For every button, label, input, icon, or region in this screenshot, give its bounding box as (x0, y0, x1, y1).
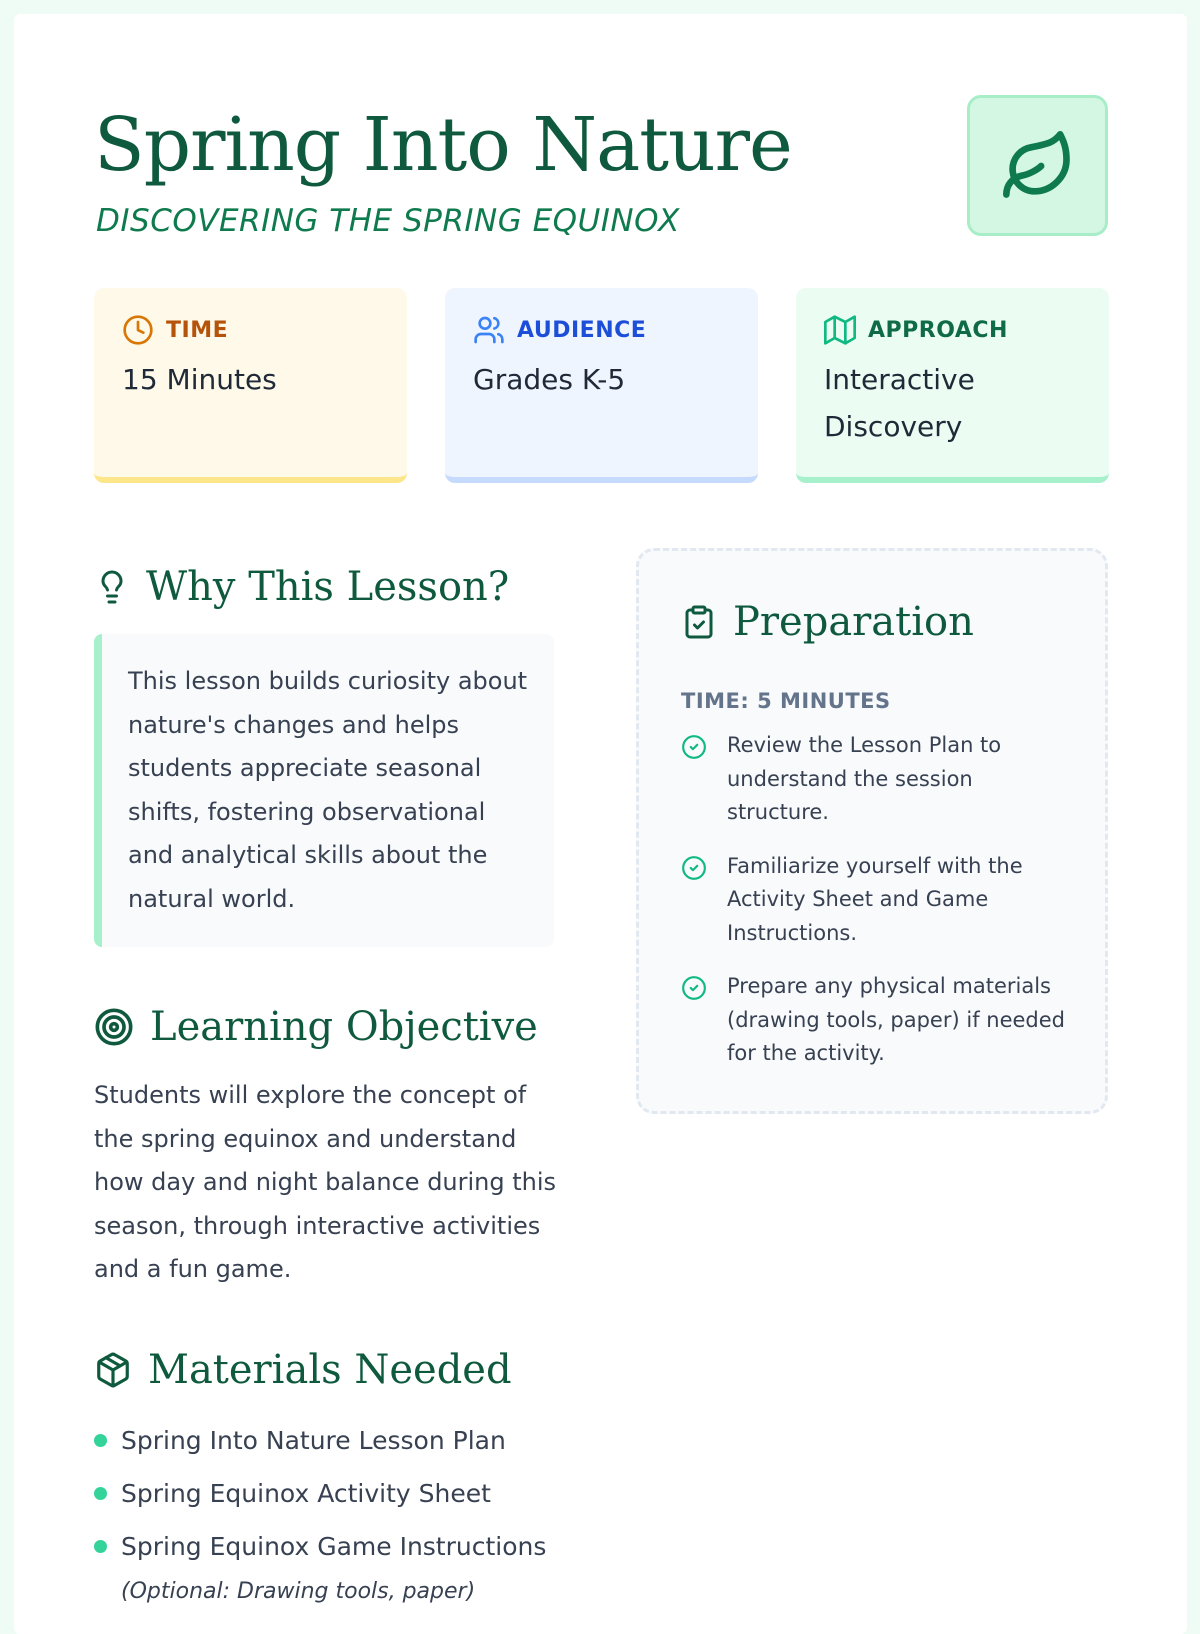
list-item: Prepare any physical materials (drawing tools, paper) if needed for the activity. (681, 970, 1081, 1071)
materials-note: (Optional: Drawing tools, paper) (121, 1579, 476, 1604)
objective-heading: Learning Objective (94, 1004, 538, 1050)
materials-list (94, 1414, 546, 1573)
objective-text: Students will explore the concept of the spring equinox and understand how day and night balance during this season, through interactive activities and a fun game. (94, 1081, 557, 1283)
info-card-time (94, 288, 407, 483)
list-item: Spring Equinox Game Instructions (94, 1520, 546, 1573)
check-circle-icon (681, 855, 707, 881)
info-card-value: Interactive Discovery (824, 363, 975, 443)
preparation-list (681, 729, 1081, 1091)
info-card-value: Grades K-5 (473, 363, 626, 396)
lightbulb-icon (94, 569, 130, 605)
leaf-icon (1000, 128, 1076, 204)
clipboard-check-icon (681, 604, 717, 640)
info-card-label: APPROACH (868, 317, 1008, 343)
target-icon (94, 1007, 134, 1047)
info-card-value: 15 Minutes (122, 363, 277, 396)
info-card-label: AUDIENCE (517, 317, 647, 343)
clock-icon (122, 314, 154, 346)
preparation-heading: Preparation (681, 599, 974, 645)
why-text: This lesson builds curiosity about nature's changes and helps students appreciate seasonal shifts, fostering observational and analytical skills about the natural world. (94, 634, 554, 947)
list-item: Spring Into Nature Lesson Plan (94, 1414, 546, 1467)
list-item: Spring Equinox Activity Sheet (94, 1467, 546, 1520)
users-icon (473, 314, 505, 346)
bullet-dot (94, 1434, 107, 1447)
preparation-time: TIME: 5 MINUTES (681, 689, 891, 713)
check-circle-icon (681, 734, 707, 760)
page-title: Spring Into Nature (94, 102, 792, 188)
preparation-card (636, 548, 1108, 1114)
info-card-audience (445, 288, 758, 483)
bullet-dot (94, 1540, 107, 1553)
bullet-dot (94, 1487, 107, 1500)
why-heading: Why This Lesson? (94, 564, 509, 610)
info-card-approach (796, 288, 1109, 483)
lesson-page (14, 14, 1187, 1634)
package-icon (94, 1351, 132, 1389)
list-item: Familiarize yourself with the Activity Sheet and Game Instructions. (681, 850, 1081, 951)
info-card-label: TIME (166, 317, 229, 343)
map-icon (824, 314, 856, 346)
check-circle-icon (681, 975, 707, 1001)
page-subtitle: DISCOVERING THE SPRING EQUINOX (96, 203, 680, 239)
logo-badge (967, 95, 1108, 236)
list-item: Review the Lesson Plan to understand the session structure. (681, 729, 1081, 830)
materials-heading: Materials Needed (94, 1347, 512, 1393)
